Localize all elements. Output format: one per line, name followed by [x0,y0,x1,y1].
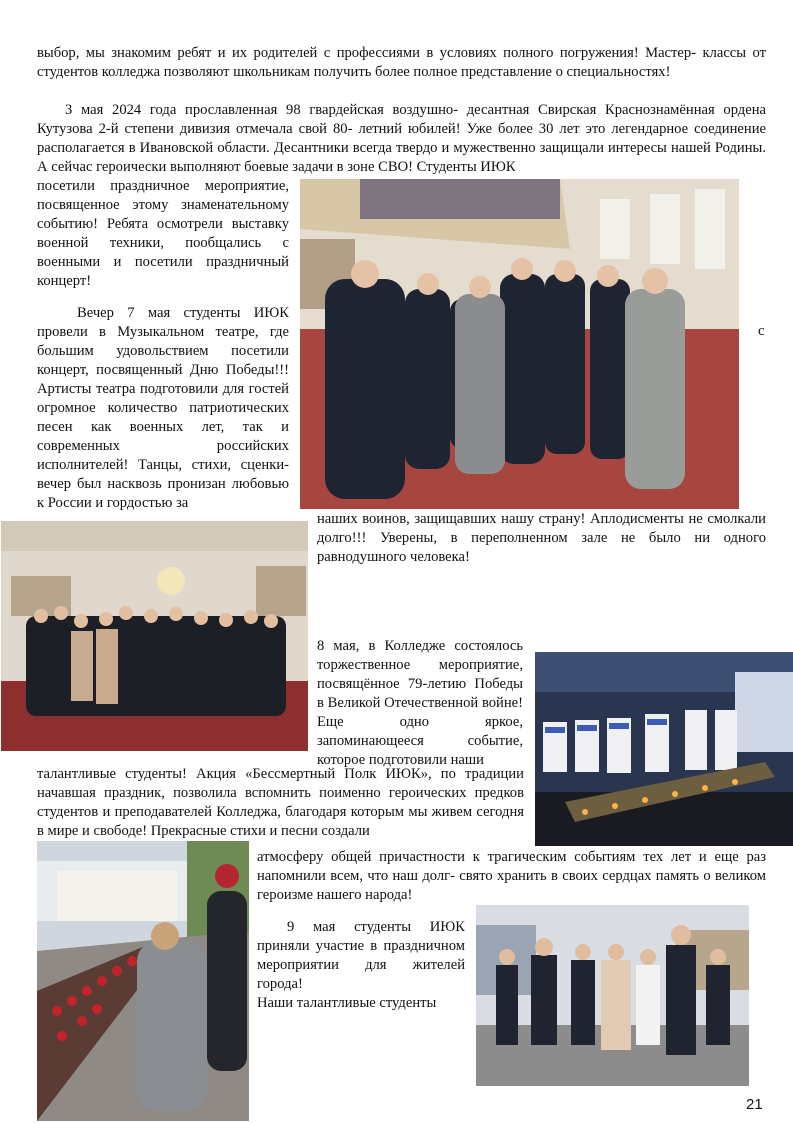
paragraph-may7-side: Вечер 7 мая студенты ИЮК провели в Музыкальном театре, где большим удовольствием посетили концерт, посвященный Дню Победы!!!Артисты театра подготовили для гостей огромное количество патриотических песен как военных лет, так и современных российских исполнителей! Танцы, стихи, сценки- вечер был насквозь пронизан любовью к России и гордостью за [37,305,289,511]
paragraph-may7-continued: наших воинов, защищавших нашу страну! Аплодисменты не смолкали долго!!! Уверены, в переполненном зале не было ни одного равнодушного человека! [317,511,766,565]
paragraph-may3-side: посетили праздничное мероприятие, посвященное этому знаменательному событию! Ребята осмотрели выставку военной техники, пообщались с военными и посетили праздничный концерт! [37,178,289,289]
photo-immortal-regiment [535,652,793,846]
page-number: 21 [746,1096,763,1113]
paragraph-may8-wide: талантливые студенты! Акция «Бессмертный Полк ИЮК», по традиции начавшая праздник, позволила вспомнить поименно героических предков студентов и преподавателей Колледжа, благодаря которым мы живем сегодня в мире и свободе! Прекрасные стихи и песни создали [37,766,524,839]
photo-theatre-group [1,521,308,751]
paragraph-may7-fragment: с [758,323,765,339]
paragraph-may8-continued: атмосферу общей причастности к трагическим событиям тех лет и еще раз напомнили всем, что наш долг- свято хранить в своих сердцах память о великом героизме нашего народа! [257,849,766,903]
paragraph-intro: выбор, мы знакомим ребят и их родителей с профессиями в условиях полного погружения! Мастер- классы от студентов колледжа позволяют школьникам получить более полное представление о специальностях! [37,45,766,80]
photo-flower-laying [37,841,249,1121]
paragraph-may8-side: 8 мая, в Колледже состоялось торжественное мероприятие, посвящённое 79-летию Победы в Великой Отечественной войне! Еще одно яркое, запоминающееся событие, которое подготовили наши [317,638,523,768]
photo-division-anniversary [300,179,739,509]
paragraph-may3: 3 мая 2024 года прославленная 98 гвардейская воздушно- десантная Свирская Краснознамённая ордена Кутузова 2-й степени дивизия отмечала свой 80- летний юбилей! Уже более 30 лет это легендарное соединение располагается в Ивановской области. Десантники всегда твердо и мужественно защищали интересы нашей Родины. А сейчас героически выполняют боевые задачи в зоне СВО! Студенты ИЮК [37,102,766,175]
paragraph-may9-second: Наши талантливые студенты [257,995,437,1011]
paragraph-may9: 9 мая студенты ИЮК приняли участие в праздничном мероприятии для жителей города! [257,919,465,992]
photo-city-dance [476,905,749,1086]
